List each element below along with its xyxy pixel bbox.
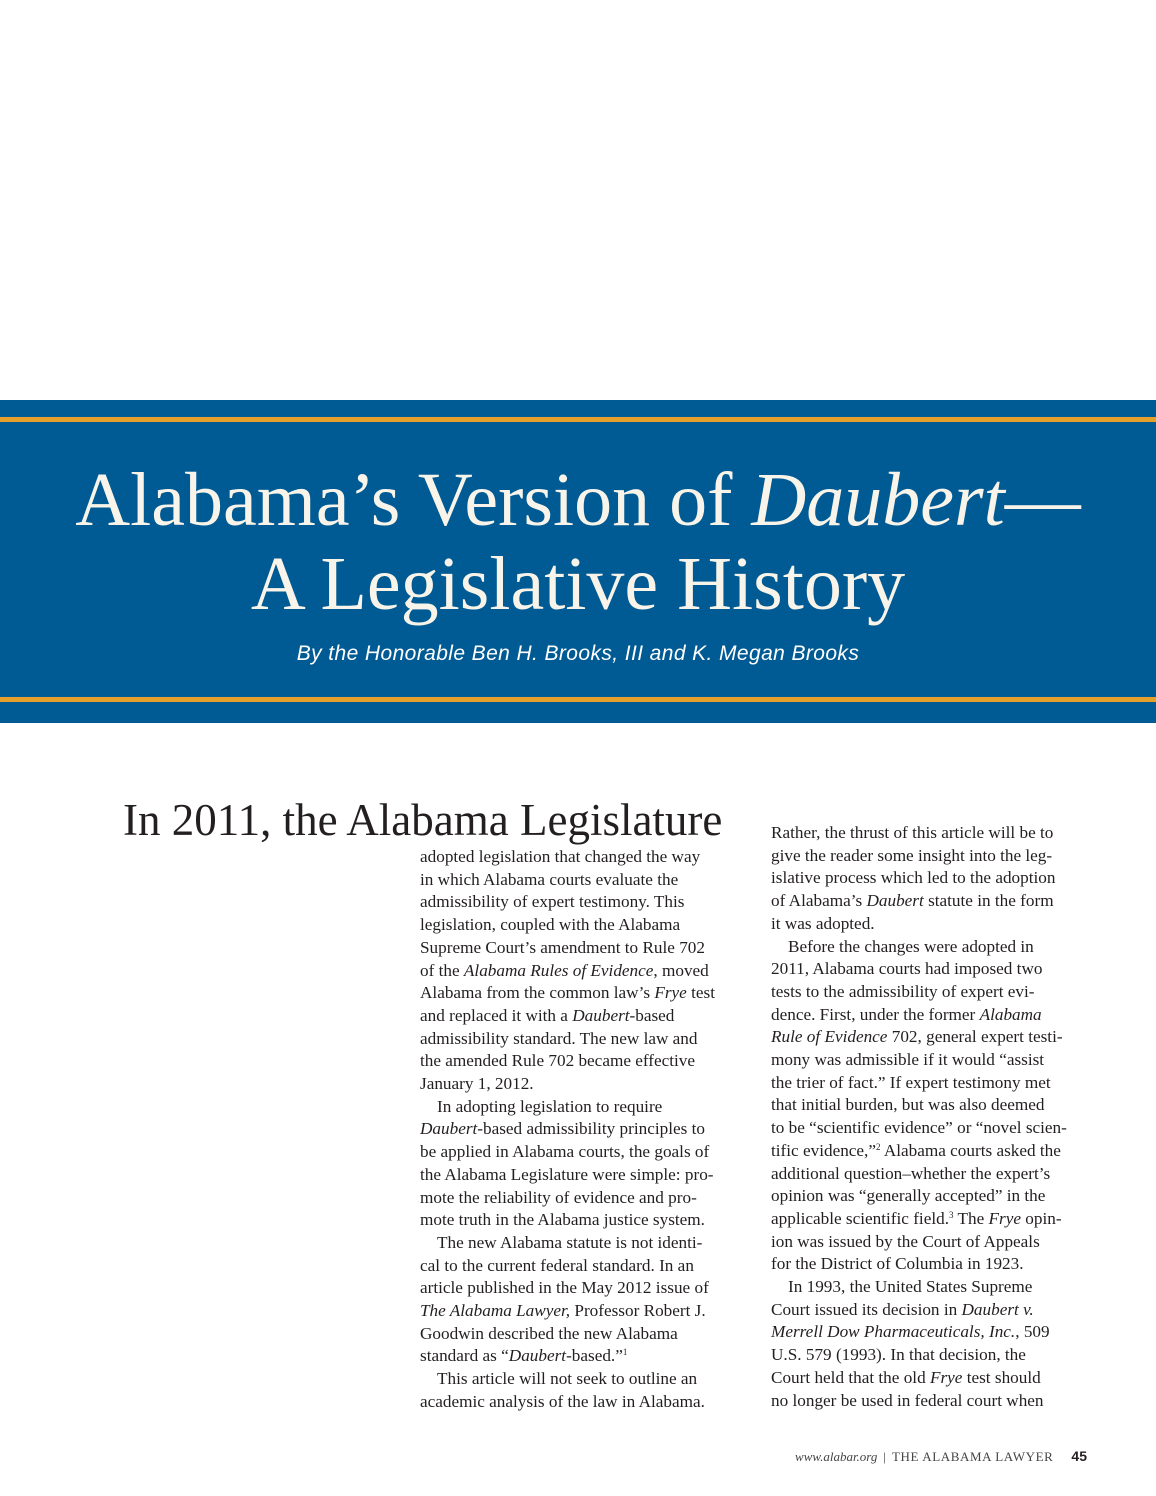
article-column-right: Rather, the thrust of this article will be to give the reader some insight into the leg- islative process which led to the adoption of Alabama’s Daubert statute in the form it was adopted. Before the changes were adopted in 2011, Alabama courts had imposed two tests to the admissibility of expert evi- dence. First, under the former Alabama Rule of Evidence 702, general expert testi- mony was admissible if it would “assist the trier of fact.” If expert testimony met that initial burden, but was also deemed to be “scientific evidence” or “novel scien- tific evidence,”$^2$ Alabama courts asked the additional question–whether the expert’s opinion was “generally accepted” in the applicable scientific field.$^3$ The Frye opin- ion was issued by the Court of Appeals for the District of Columbia in 1923. In 1993, the United States Supreme Court issued its decision in Daubert v. Merrell Dow Pharmaceuticals, Inc., 509 U.S. 579 (1993). In that decision, the Court held that the old Frye test should no longer be used in federal court when <box>771 823 1067 1410</box>
page-number: 45 <box>1071 1448 1087 1464</box>
banner-top-rule <box>0 417 1156 422</box>
footnote-ref-2: 2 <box>875 1141 881 1152</box>
byline: By the Honorable Ben H. Brooks, III and K. Megan Brooks <box>296 642 860 665</box>
article-title <box>0 458 1156 626</box>
title-banner <box>0 400 1156 723</box>
title-line-2: A Legislative History <box>250 542 906 626</box>
title-line-1: Alabama’s Version of Daubert— <box>75 458 1081 542</box>
article-column-left: adopted legislation that changed the way in which Alabama courts evaluate the admissibility of expert testimony. This legislation, coupled with the Alabama Supreme Court’s amendment to Rule 702 of the Alabama Rules of Evidence, moved Alabama from the common law’s Frye test and replaced it with a Daubert-based admissibility standard. The new law and the amended Rule 702 became effective January 1, 2012. In adopting legislation to require Daubert-based admissibility principles to be applied in Alabama courts, the goals of the Alabama Legislature were simple: pro- mote the reliability of evidence and pro- mote truth in the Alabama justice system. The new Alabama statute is not identi- cal to the current federal standard. In an article published in the May 2012 issue of The Alabama Lawyer, Professor Robert J. Goodwin described the new Alabama standard as “Daubert-based.”$^1$ This article will not seek to outline an academic analysis of the law in Alabama. <box>420 847 715 1411</box>
footer-magazine-name: THE ALABAMA LAWYER <box>892 1449 1054 1464</box>
footer-separator: | <box>883 1449 886 1464</box>
lede-heading: In 2011, the Alabama Legislature <box>123 795 723 845</box>
footnote-ref-3: 3 <box>949 1209 954 1220</box>
footer-site-link[interactable]: www.alabar.org <box>795 1449 878 1464</box>
banner-bottom-rule <box>0 697 1156 702</box>
page-footer <box>795 1446 1087 1467</box>
footnote-ref-1: 1 <box>622 1347 628 1358</box>
